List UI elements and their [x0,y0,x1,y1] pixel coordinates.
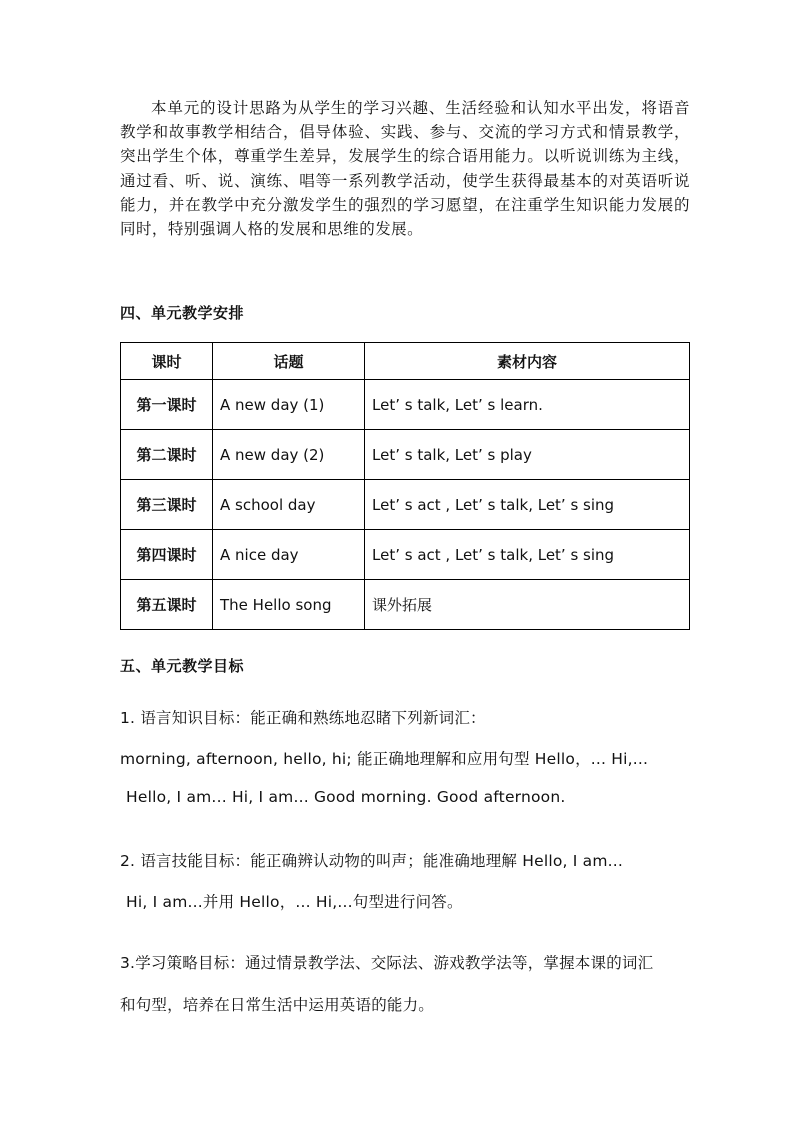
table-row [121,580,690,630]
lesson-cell: 第二课时 [121,430,213,480]
table-row [121,480,690,530]
goal-1-line-2: morning, afternoon, hello, hi; 能正确地理解和应用句型 Hello，... Hi,... [120,750,649,768]
header-topic: 话题 [213,343,365,380]
topic-cell: A new day (2) [213,430,365,480]
topic-cell: A new day (1) [213,380,365,430]
header-lesson: 课时 [121,343,213,380]
content-cell: Let’ s talk, Let’ s play [365,430,690,480]
goal-1-line-3: Hello, I am... Hi, I am... Good morning. Good afternoon. [126,788,566,806]
lesson-cell: 第一课时 [121,380,213,430]
content-cell: Let’ s act , Let’ s talk, Let’ s sing [365,530,690,580]
goal-1-line-1: 1. 语言知识目标：能正确和熟练地忍睹下列新词汇： [120,709,486,727]
section-5-heading: 五、单元教学目标 [120,657,245,675]
lesson-cell: 第三课时 [121,480,213,530]
topic-cell: The Hello song [213,580,365,630]
goal-2-line-2: Hi, I am...并用 Hello，... Hi,...句型进行问答。 [126,893,463,911]
table-row [121,380,690,430]
table-row [121,430,690,480]
lesson-schedule-table [120,342,690,630]
table-header-row [121,343,690,380]
section-4-heading: 四、单元教学安排 [120,304,245,322]
lesson-cell: 第五课时 [121,580,213,630]
topic-cell: A nice day [213,530,365,580]
lesson-cell: 第四课时 [121,530,213,580]
content-cell: Let’ s talk, Let’ s learn. [365,380,690,430]
topic-cell: A school day [213,480,365,530]
table-row [121,530,690,580]
intro-paragraph: 本单元的设计思路为从学生的学习兴趣、生活经验和认知水平出发，将语音教学和故事教学相结合，倡导体验、实践、参与、交流的学习方式和情景教学，突出学生个体，尊重学生差异，发展学生的综合语用能力。以听说训练为主线，通过看、听、说、演练、唱等一系列教学活动，使学生获得最基本的对英语听说能力，并在教学中充分激发学生的强烈的学习愿望，在注重学生知识能力发展的同时，特别强调人格的发展和思维的发展。 [120,99,690,239]
goal-2-line-1: 2. 语言技能目标：能正确辨认动物的叫声；能准确地理解 Hello, I am... [120,852,624,870]
content-cell: 课外拓展 [365,580,690,630]
goal-3-line-2: 和句型，培养在日常生活中运用英语的能力。 [120,996,435,1014]
content-cell: Let’ s act , Let’ s talk, Let’ s sing [365,480,690,530]
header-content: 素材内容 [365,343,690,380]
goal-3-line-1: 3.学习策略目标：通过情景教学法、交际法、游戏教学法等，掌握本课的词汇 [120,954,654,972]
